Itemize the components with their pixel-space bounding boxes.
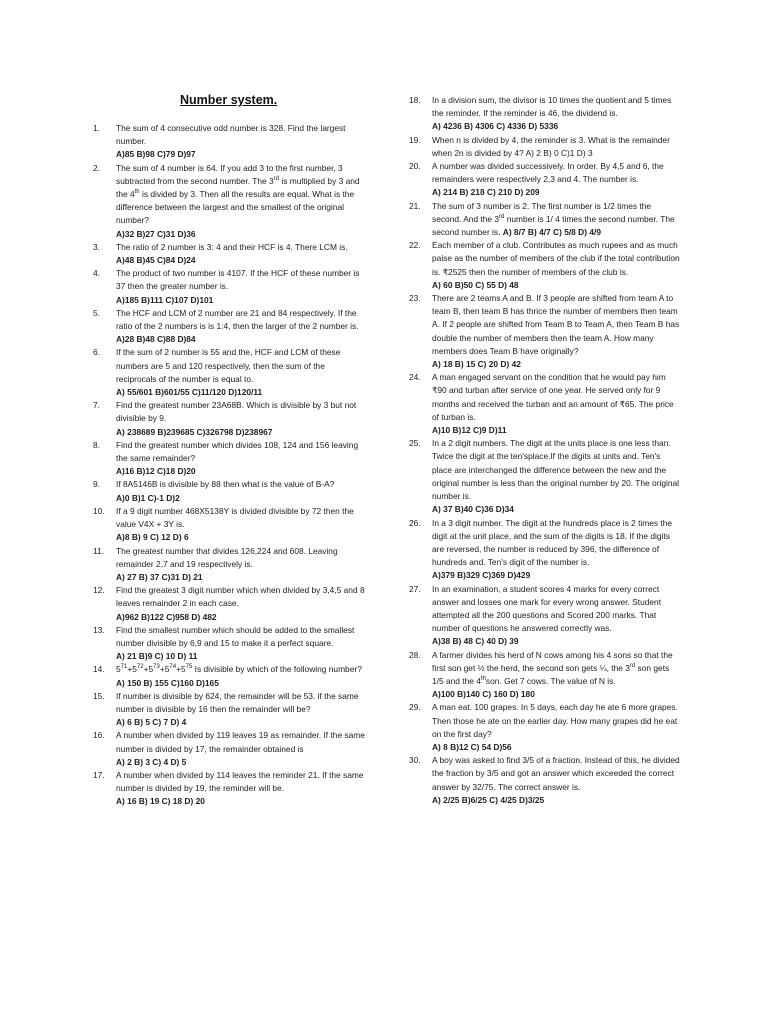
answer-options: A)16 B)12 C)18 D)20 <box>116 466 196 477</box>
question-number: 25. <box>409 438 421 449</box>
question-number: 8. <box>93 439 100 450</box>
question-text: If number is divisible by 624, the remainder will be 53. if the same number is divisible by 16 then the remainder will be? <box>116 690 359 714</box>
question-number: 11. <box>93 545 105 556</box>
question-text: The HCF and LCM of 2 number are 21 and 84 respectively. If the ratio of the 2 numbers is is 1:4, then the larger of the 2 number is. <box>116 307 359 332</box>
question-item <box>93 307 365 347</box>
question-text: $5^{71}+5^{72}+5^{73}+5^{74}+5^{75}$ Is divisible by which of the following number? <box>116 664 362 675</box>
answer-options: A)185 B)111 C)107 D)101 <box>116 294 214 305</box>
question-column-right <box>409 94 681 807</box>
question-item <box>409 437 681 516</box>
question-number: 19. <box>409 134 421 145</box>
question-item <box>93 162 365 241</box>
question-number: 5. <box>93 307 100 318</box>
question-number: 3. <box>93 241 100 252</box>
answer-options: A) 27 B) 37 C)31 D) 21 <box>116 571 203 582</box>
question-text: A number when divided by 119 leaves 19 as remainder. If the same number is divided by 17, the remainder obtained is <box>116 730 365 754</box>
question-text: The sum of 3 number is 2. The first number is 1/2 times the second. And the 3rd number is 1/ 4 times the second number. The second number is. A) 8/7 B) 4/7 C) 5/8 D) 4/9 <box>432 200 675 238</box>
question-text: The ratio of 2 number is 3: 4 and their HCF is 4. There LCM is. <box>116 241 348 252</box>
question-column-left <box>93 122 365 809</box>
question-number: 13. <box>93 624 105 635</box>
question-text: The greatest number that divides 126,224 and 608. Leaving remainder 2,7 and 19 respectively is. <box>116 545 338 569</box>
question-text: A farmer divides his herd of N cows among his 4 sons so that the first son get ½ the herd, the second son gets ¼, the 3rd son gets 1/5 and the 4thson. Get 7 cows. The value of N is. <box>432 649 673 686</box>
question-item <box>409 200 681 240</box>
question-number: 20. <box>409 161 421 172</box>
question-item <box>409 517 681 583</box>
question-item <box>93 267 365 307</box>
question-number: 28. <box>409 649 421 660</box>
question-item <box>409 583 681 649</box>
question-item <box>409 134 681 160</box>
answer-options: A) 16 B) 19 C) 18 D) 20 <box>116 796 205 807</box>
question-text: A number was divided successively. In order. By 4,5 and 6, the remainders were respectively 2,3 and 4. The number is. <box>432 161 664 185</box>
question-number: 2. <box>93 162 100 173</box>
answer-options: A)28 B)48 C)88 D)84 <box>116 334 196 345</box>
answer-options: A) 60 B)50 C) 55 D) 48 <box>432 279 519 290</box>
question-item <box>409 239 681 292</box>
answer-options: A)38 B) 48 C) 40 D) 39 <box>432 636 519 647</box>
answer-options: A) 18 B) 15 C) 20 D) 42 <box>432 359 521 370</box>
question-item <box>93 122 365 162</box>
question-number: 18. <box>409 95 421 105</box>
answer-options: A)85 B)98 C)79 D)97 <box>116 149 196 160</box>
answer-options: A) 214 B) 218 C) 210 D) 209 <box>432 187 540 198</box>
question-item <box>409 292 681 371</box>
question-number: 6. <box>93 347 100 358</box>
question-text: Find the greatest number which divides 108, 124 and 156 leaving the same remainder? <box>116 439 359 464</box>
question-text: In an examination, a student scores 4 marks for every correct answer and losses one mark for every wrong answer. Student attempted all the 200 questions and Scored 200 marks. That number of questions he answered correctly was. <box>432 583 662 634</box>
question-text: Each member of a club. Contributes as much rupees and as much paise as the number of members of the club if the total contribution is. ₹2525 then the number of members of the club is. <box>432 240 680 277</box>
answer-options: A)48 B)45 C)84 D)24 <box>116 255 196 266</box>
question-text: In a 3 digit number. The digit at the hundreds place is 2 times the digit at the unit place, and the sum of the digits is 18. If the digits are reversed, the number is reduced by 396, the difference of hundreds and. Ten's digit of the number is. <box>432 517 673 568</box>
question-number: 1. <box>93 123 100 133</box>
question-item <box>409 649 681 702</box>
question-text: A boy was asked to find 3/5 of a fraction. Instead of this, he divided the fraction by 3/5 and got an answer which exceeded the correct answer by 32/75. The correct answer is. <box>432 755 680 792</box>
answer-options: A) 8 B)12 C) 54 D)56 <box>432 741 512 752</box>
question-text: If a 9 digit number 468X5138Y is divided divisible by 72 then the value V4X + 3Y is. <box>116 505 354 530</box>
question-text: The sum of 4 number is 64. If you add 3 to the first number, 3 subtracted from the second number. The 3rd is multiplied by 3 and the 4th is divided by 3. Then all the results are equal. What is the difference between the largest and the smallest of the original number? <box>116 162 360 226</box>
question-text: A man engaged servant on the condition that he would pay him ₹90 and turban after service of one year. He served only for 9 months and received the turban and an amount of ₹65. The price of turban is. <box>432 372 674 422</box>
question-text: The product of two number is 4107. If the HCF of these number is 37 then the greater number is. <box>116 268 360 292</box>
answer-options: A)32 B)27 C)31 D)36 <box>116 228 196 239</box>
answer-options: A)100 B)140 C) 160 D) 180 <box>432 689 535 700</box>
question-text: If 8A5146B is divisible by 88 then what is the value of B-A? <box>116 479 335 490</box>
question-item <box>93 663 365 689</box>
question-number: 24. <box>409 372 421 383</box>
answer-options: A) 37 B)40 C)36 D)34 <box>432 504 514 515</box>
question-number: 16. <box>93 730 105 741</box>
answer-options: A) 55/601 B)601/55 C)11/120 D)120/11 <box>116 387 263 398</box>
answer-options: A)8 B) 9 C) 12 D) 6 <box>116 532 189 543</box>
answer-options: A)0 B)1 C)-1 D)2 <box>116 492 180 503</box>
question-number: 9. <box>93 479 100 490</box>
question-item <box>409 371 681 437</box>
answer-options: A) 2/25 B)6/25 C) 4/25 D)3/25 <box>432 794 545 805</box>
question-text: In a division sum, the divisor is 10 times the quotient and 5 times the reminder. If the reminder is 46, the dividend is. <box>432 95 672 119</box>
question-item <box>93 399 365 439</box>
question-item <box>93 346 365 399</box>
question-text: Find the greatest number 23A68B. Which is divisible by 3 but not divisible by 9. <box>116 400 357 424</box>
answer-options: A) 6 B) 5 C) 7 D) 4 <box>116 717 187 728</box>
question-item <box>93 624 365 664</box>
answer-options: A)379 B)329 C)369 D)429 <box>432 570 531 581</box>
question-text: Find the smallest number which should be added to the smallest number divisible by 6,9 and 15 to make it a perfect square. <box>116 624 355 648</box>
question-item <box>409 754 681 807</box>
question-number: 30. <box>409 755 421 766</box>
question-item <box>93 478 365 504</box>
question-item <box>93 439 365 479</box>
question-item <box>93 584 365 624</box>
question-number: 12. <box>93 585 105 596</box>
question-item <box>93 769 365 809</box>
question-number: 29. <box>409 702 421 713</box>
question-text: If the sum of 2 number is 55 and the, HCF and LCM of these numbers are 5 and 120 respectively, then the sum of the reciprocals of the number is equal to. <box>116 347 341 384</box>
question-number: 7. <box>93 400 100 411</box>
answer-options: A) 4236 B) 4306 C) 4336 D) 5336 <box>432 121 559 132</box>
question-number: 26. <box>409 517 421 528</box>
question-number: 4. <box>93 268 100 279</box>
question-item <box>93 545 365 585</box>
question-number: 21. <box>409 200 421 211</box>
question-number: 27. <box>409 583 421 594</box>
answer-options: A)962 B)122 C)958 D) 482 <box>116 611 217 622</box>
question-number: 17. <box>93 769 105 780</box>
question-item <box>409 160 681 200</box>
question-item <box>409 94 681 134</box>
question-text: In a 2 digit numbers. The digit at the units place is one less than. Twice the digit at the ten'splace.If the digits at units and. Ten's place are interchanged the difference between the new and the original number is less than the original number by 20. The original number is. <box>432 438 680 502</box>
question-item <box>409 701 681 754</box>
question-number: 10. <box>93 505 105 516</box>
question-number: 23. <box>409 293 421 304</box>
question-item <box>93 241 365 267</box>
question-item <box>93 729 365 769</box>
answer-options: A)10 B)12 C)9 D)11 <box>432 425 507 436</box>
question-text: When n is divided by 4, the reminder is 3. What is the remainder when 2n is divided by 4? A) 2 B) 0 C)1 D) 3 <box>432 134 670 158</box>
answer-options: A) 21 B)9 C) 10 D) 11 <box>116 651 198 662</box>
question-text: Find the greatest 3 digit number which when divided by 3,4,5 and 8 leaves remainder 2 in each case. <box>116 585 365 609</box>
question-number: 15. <box>93 690 105 701</box>
question-text: There are 2 teams A and B. If 3 people are shifted from team A to team B, then team B has thrice the number of members then team A. If 2 people are shifted from Team B to Team A, then Team B has double the number of members then the team A. How many members does Team B have originally? <box>432 293 680 356</box>
page-title: Number system. <box>180 93 278 107</box>
question-text: The sum of 4 consecutive odd number is 328. Find the largest number. <box>116 123 346 147</box>
answer-options: A) 238689 B)239685 C)326798 D)238967 <box>116 426 273 437</box>
question-text: A number when divided by 114 leaves the reminder 21. If the same number is divided by 19, the reminder will be. <box>116 769 364 794</box>
question-number: 22. <box>409 240 421 251</box>
answer-options: A) 2 B) 3 C) 4 D) 5 <box>116 756 187 767</box>
question-item <box>93 505 365 545</box>
question-item <box>93 690 365 730</box>
question-number: 14. <box>93 664 105 675</box>
question-text: A man eat. 100 grapes. In 5 days, each day he ate 6 more grapes. Then those he ate on the earlier day. How many grapes did he eat on the first day? <box>432 702 678 739</box>
answer-options: A) 150 B) 155 C)160 D)165 <box>116 677 219 688</box>
